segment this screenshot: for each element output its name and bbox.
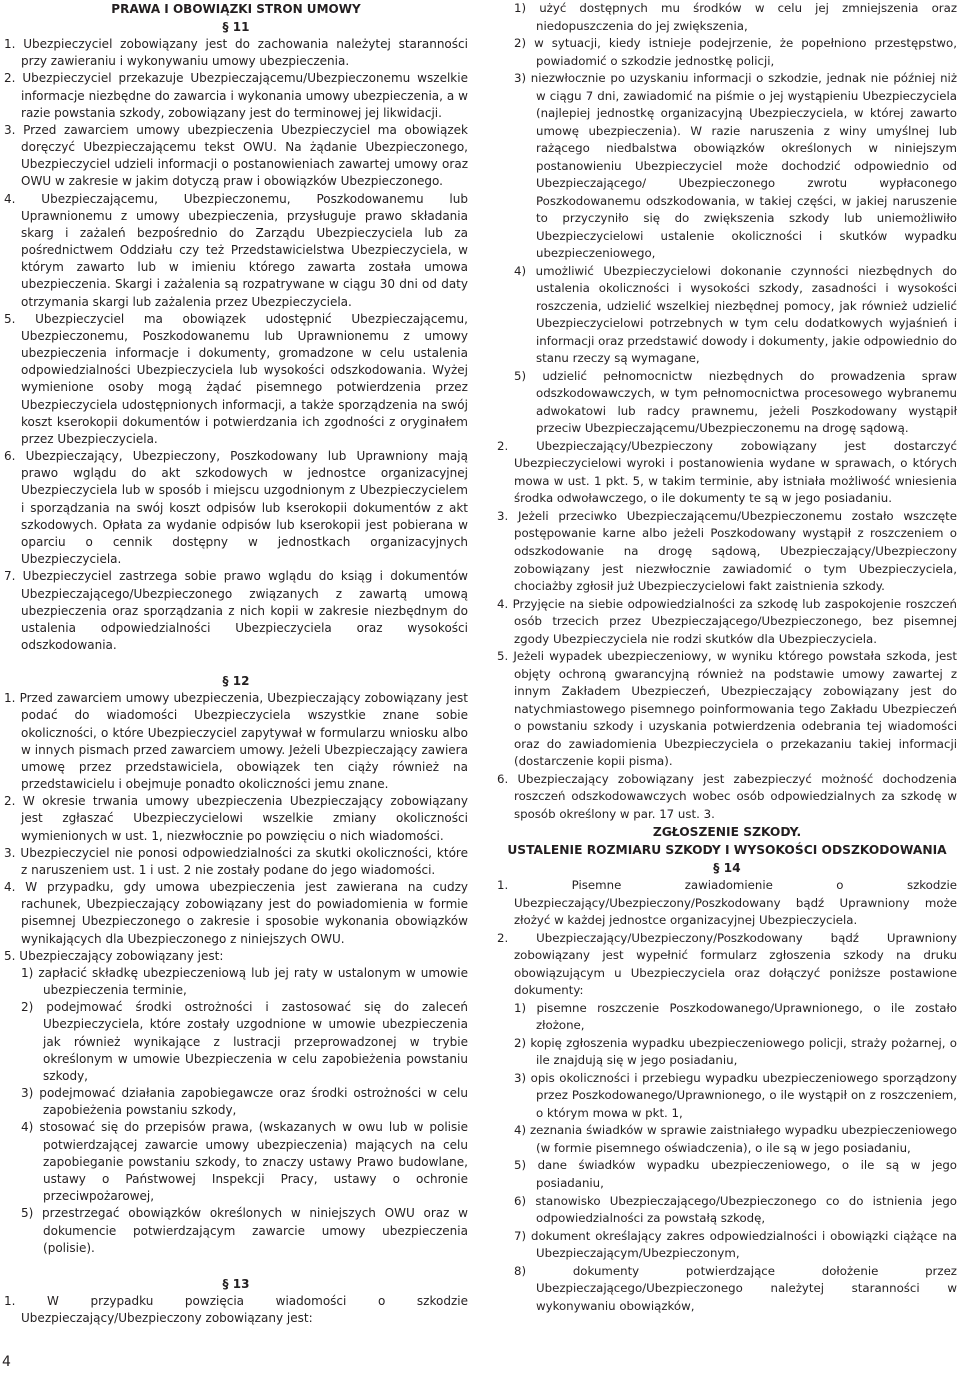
section-heading: PRAWA I OBOWIĄZKI STRON UMOWY [111,2,361,16]
paragraph-13-subitem-4: 4) umożliwić Ubezpieczycielowi dokonanie czynności niezbędnych do ustalenia okoliczności i wysokości szkody, zasadności i wysokości roszczenia, udzielić wszelkiej niezbędnej pomocy, jak również udzielić Ubezpieczycielowi potrzebnych w tym celu dodatkowych wyjaśnień i informacji oraz przedstawić dowody i dokumenty, jakie odpowiednio do stanu rzeczy są wymagane, [514,263,957,366]
right-column [497,0,957,1315]
paragraph-12-item-4: 4. W przypadku, gdy umowa ubezpieczenia jest zawierana na cudzy rachunek, Ubezpieczający zobowiązany jest do powiadomienia w formie pisemnej Ubezpieczonego o zakresie i sposobie wykonania obowiązków wynikających dla Ubezpieczonego z niniejszych OWU. [4,880,468,946]
paragraph-12-subitem-4: 4) stosować się do przepisów prawa, (wskazanych w owu lub w polisie potwierdzającej zawarcie umowy ubezpieczenia) mających na celu zapobieganie powstaniu szkody, to znaczy ustawy Prawo budowlane, ustawy o Państwowej Inspekcji Pracy, ustawy o ochronie przeciwpożarowej, [21,1120,468,1204]
paragraph-12-subitem-3: 3) podejmować działania zapobiegawcze oraz środki ostrożności w celu zapobieżenia powstaniu szkody, [21,1086,468,1118]
paragraph-13-item-6: 6. Ubezpieczający zobowiązany jest zabezpieczyć możność dochodzenia roszczeń odszkodowawczych wobec osób odpowiedzialnych za szkodę w sposób określony w par. 17 ust. 3. [497,771,957,821]
paragraph-14-title: § 14 [713,861,741,876]
paragraph-12-subitem-5: 5) przestrzegać obowiązków określonych w niniejszych OWU oraz w dokumencie potwierdzającym zawarcie umowy ubezpieczenia (polisie). [21,1206,468,1255]
paragraph-14-subitem-8: 8) dokumenty potwierdzające dołożenie przez Ubezpieczającego/Ubezpieczonego należytej staranności w wykonywaniu obowiązków, [514,1263,957,1313]
paragraph-13-title: § 13 [222,1276,250,1291]
paragraph-12-subitem-1: 1) zapłacić składkę ubezpieczeniową lub jej raty w ustalonym w umowie ubezpieczenia terminie, [21,965,468,998]
paragraph-12-item-3: 3. Ubezpieczyciel nie ponosi odpowiedzialności za skutki okoliczności, które z naruszeniem ust. 1 i ust. 2 nie zostały podane do jego wiadomości. [4,845,468,877]
paragraph-14-subitem-5: 5) dane świadków wypadku ubezpieczeniowego, o ile są w jego posiadaniu, [514,1158,957,1190]
paragraph-11-item-4: 4. Ubezpieczającemu, Ubezpieczonemu, Poszkodowanemu lub Uprawnionemu z umowy ubezpieczenia, przysługuje prawo składania skarg i zażaleń bezpośrednio do Zarządu Ubezpieczyciela lub za pośrednictwem Oddziału czy też Przedstawicielstwa Ubezpieczyciela, w którym zawarto lub w imieniu którego zawarta została umowa ubezpieczenia. Skargi i zażalenia są rozpatrywane w ciągu 30 dni od daty otrzymania skargi lub zażalenia przez Ubezpieczyciela. [4,191,468,309]
paragraph-14-item-1: 1. Pisemne zawiadomienie o szkodzie Ubezpieczający/Ubezpieczony/Poszkodowany bądź Uprawniony może złożyć w każdej jednostce organizacyjnej Ubezpieczyciela. [497,878,957,928]
paragraph-11-item-6: 6. Ubezpieczający, Ubezpieczony, Poszkodowany lub Uprawniony mają prawo wglądu do akt szkodowych w jednostce organizacyjnej Ubezpieczyciela lub w sposób i miejscu uzgodnionym z Ubezpieczycielem i sporządzania na swój koszt odpisów lub kserokopii dokumentów z akt szkodowych. Opłata za wydanie odpisów lub kserokopii jest pobierana w oparciu o cennik dostępny w jednostkach organizacyjnych Ubezpieczyciela. [4,449,468,567]
paragraph-11-title: § 11 [222,20,250,34]
paragraph-11-item-3: 3. Przed zawarciem umowy ubezpieczenia Ubezpieczyciel ma obowiązek doręczyć Ubezpieczającemu tekst OWU. Na żądanie Ubezpieczonego, Ubezpieczyciel udzieli informacji o postanowieniach zawartej umowy oraz OWU w zakresie w jakim dotyczą praw i obowiązków Ubezpieczonego. [4,122,468,189]
paragraph-12-subitem-2: 2) podejmować środki ostrożności i zastosować się do zaleceń Ubezpieczyciela, które zostały uzgodnione w umowie ubezpieczenia jak również wynikające z lustracji przeprowadzonej w trybie określonym w umowie Ubezpieczenia w celu zapobieżenia powstaniu szkody, [21,1000,468,1083]
paragraph-13-item-4: 4. Przyjęcie na siebie odpowiedzialności za szkodę lub zaspokojenie roszczeń osób trzecich przez Ubezpieczającego/Ubezpieczonego, bez pisemnej zgody Ubezpieczyciela nie rodzi skutków dla Ubezpieczyciela. [497,596,957,646]
paragraph-11-item-2: 2. Ubezpieczyciel przekazuje Ubezpieczającemu/Ubezpieczonemu wszelkie informacje niezbędne do zawarcia i wykonania umowy ubezpieczenia, a w razie powstania szkody, zobowiązany jest do terminowej jej likwidacji. [4,71,468,120]
paragraph-13-item-5: 5. Jeżeli wypadek ubezpieczeniowy, w wyniku którego powstała szkoda, jest objęty ochroną gwarancyjną również na podstawie umowy zawartej z innym Zakładem Ubezpieczeń, Ubezpieczający zobowiązany jest do natychmiastowego pisemnego poinformowania tego Zakładu Ubezpieczeń o powstaniu szkody i uzyskania potwierdzenia odebrania tej wiadomości oraz do zawiadomienia Ubezpieczyciela o przekazaniu takiej informacji (dostarczenie kopii pisma). [497,649,957,769]
paragraph-11-item-7: 7. Ubezpieczyciel zastrzega sobie prawo wglądu do ksiąg i dokumentów Ubezpieczającego/Ubezpieczonego związanych z zawartą umową ubezpieczenia oraz sporządzania z nich kopii w zakresie niezbędnym do ustalenia odpowiedzialności Ubezpieczyciela oraz wysokości odszkodowania. [4,569,468,653]
paragraph-13-item-3: 3. Jeżeli przeciwko Ubezpieczającemu/Ubezpieczonemu zostało wszczęte postępowanie karne albo jeżeli Poszkodowany wystąpił z roszczeniem o odszkodowanie na drogę sądową, Ubezpieczający/Ubezpieczony zobowiązany jest niezwłocznie zawiadomić o tym Ubezpieczyciela, chociażby zgłosił już Ubezpieczycielowi fakt zaistnienia szkody. [497,508,957,594]
paragraph-13-subitem-3: 3) niezwłocznie po uzyskaniu informacji o szkodzie, jednak nie później niż w ciągu 7 dni, zawiadomić na piśmie o jej wystąpieniu Ubezpieczyciela (najlepiej jednostkę organizacyjną Ubezpieczyciela, w której zawarto umowę ubezpieczenia). W razie naruszenia z winy umyślnej lub rażącego niedbalstwa obowiązków określonych w niniejszym postanowieniu Ubezpieczyciel może dochodzić odpowiednio od Ubezpieczającego/ Ubezpieczonego zwrotu wypłaconego Poszkodowanemu odszkodowania, w takiej części, w jakiej naruszenie to przyczyniło się do zwiększenia szkody lub uniemożliwiło Ubezpieczycielowi ustalenie okoliczności i skutków wypadku ubezpieczeniowego, [514,71,957,261]
paragraph-13-item-2: 2. Ubezpieczający/Ubezpieczony zobowiązany jest dostarczyć Ubezpieczycielowi wyroki i postanowienia wydane w sprawach, o których mowa w ust. 1 pkt. 5, w takim terminie, aby istniała możliwość wniesienia środka odwoławczego, o ile dokumenty te są w jego posiadaniu. [497,438,957,506]
paragraph-11-item-1: 1. Ubezpieczyciel zobowiązany jest do zachowania należytej staranności przy zawieraniu i wykonywaniu umowy ubezpieczenia. [4,37,468,69]
left-column [4,0,468,1327]
paragraph-13-item-1: 1. W przypadku powzięcia wiadomości o szkodzie Ubezpieczający/Ubezpieczony zobowiązany jest: [4,1293,468,1326]
paragraph-12-item-5: 5. Ubezpieczający zobowiązany jest: [4,948,224,963]
paragraph-14-subitem-7: 7) dokument określający zakres odpowiedzialności i obowiązki ciążące na Ubezpieczającym/Ubezpieczonym, [514,1228,957,1261]
paragraph-14-subitem-4: 4) zeznania świadków w sprawie zaistniałego wypadku ubezpieczeniowego (w formie pisemnego oświadczenia), o ile są w jego posiadaniu, [514,1123,957,1155]
claims-heading: ZGŁOSZENIE SZKODY. [652,825,802,840]
paragraph-11-item-5: 5. Ubezpieczyciel ma obowiązek udostępnić Ubezpieczającemu, Ubezpieczonemu, Poszkodowanemu lub Uprawnionemu z umowy ubezpieczenia informacje i dokumenty, gromadzone w celu ustalenia odpowiedzialności Ubezpieczyciela lub wysokości odszkodowania. Wyżej wymienione osoby mogą żądać pisemnego potwierdzenia przez Ubezpieczyciela udostępnionych informacji, a także sporządzenia na swój koszt kserokopii dokumentów i potwierdzania ich zgodności z oryginałem przez Ubezpieczyciela. [4,311,468,446]
page-number: 4 [2,1354,11,1370]
paragraph-14-subitem-3: 3) opis okoliczności i przebiegu wypadku ubezpieczeniowego sporządzony przez Poszkodowanego/Uprawnionego, o ile wystąpił on z roszczeniem, o którym mowa w pkt. 1, [514,1070,957,1120]
paragraph-12-title: § 12 [222,674,250,689]
paragraph-13-subitem-5: 5) udzielić pełnomocnictw niezbędnych do prowadzenia spraw odszkodowawczych, w tym pełnomocnictwa procesowego wybranemu adwokatowi lub radcy prawnemu, jeżeli Poszkodowany wystąpił przeciw Ubezpieczającemu/Ubezpieczonemu na drogę sądową. [514,368,957,436]
paragraph-14-subitem-2: 2) kopię zgłoszenia wypadku ubezpieczeniowego policji, straży pożarnej, o ile znajdują się w jego posiadaniu, [514,1035,957,1068]
paragraph-14-body [497,877,957,1315]
paragraph-12-item-1: 1. Przed zawarciem umowy ubezpieczenia, Ubezpieczający zobowiązany jest podać do wiadomości Ubezpieczyciela wszystkie znane sobie okoliczności, o które Ubezpieczyciel zapytywał w formularzu wniosku albo w innych pismach przed zawarciem umowy. Jeżeli Ubezpieczający zawiera umowę przez przedstawiciela, obowiązek ten ciąży również na przedstawicielu i obejmuje ponadto okoliczności jemu znane. [4,691,468,792]
paragraph-13-continuation [497,0,957,823]
claims-subheading: USTALENIE ROZMIARU SZKODY I WYSOKOŚCI ODSZKODOWANIA [507,843,947,858]
paragraph-12-item-2: 2. W okresie trwania umowy ubezpieczenia Ubezpieczający zobowiązany jest zgłaszać Ubezpieczycielowi wszelkie zmiany okoliczności wymienionych w ust. 1, niezwłocznie po powzięciu o nich wiadomości. [4,794,468,843]
paragraph-14-item-2: 2. Ubezpieczający/Ubezpieczony/Poszkodowany bądź Uprawniony zobowiązany jest wypełnić formularz zgłoszenia szkody na druku obowiązującym u Ubezpieczyciela oraz dołączyć poniższe postawione dokumenty: [497,930,957,998]
paragraph-14-subitem-1: 1) pisemne roszczenie Poszkodowanego/Uprawnionego, o ile zostało złożone, [514,1000,957,1033]
paragraph-13-subitem-2: 2) w sytuacji, kiedy istnieje podejrzenie, że popełniono przestępstwo, powiadomić o szkodzie jednostkę policji, [514,36,957,68]
paragraph-14-subitem-6: 6) stanowisko Ubezpieczającego/Ubezpieczonego co do istnienia jego odpowiedzialności za powstałą szkodę, [514,1193,957,1226]
paragraph-13-subitem-1: 1) użyć dostępnych mu środków w celu jej zmniejszenia oraz niedopuszczenia do jej zwiększenia, [514,1,957,33]
